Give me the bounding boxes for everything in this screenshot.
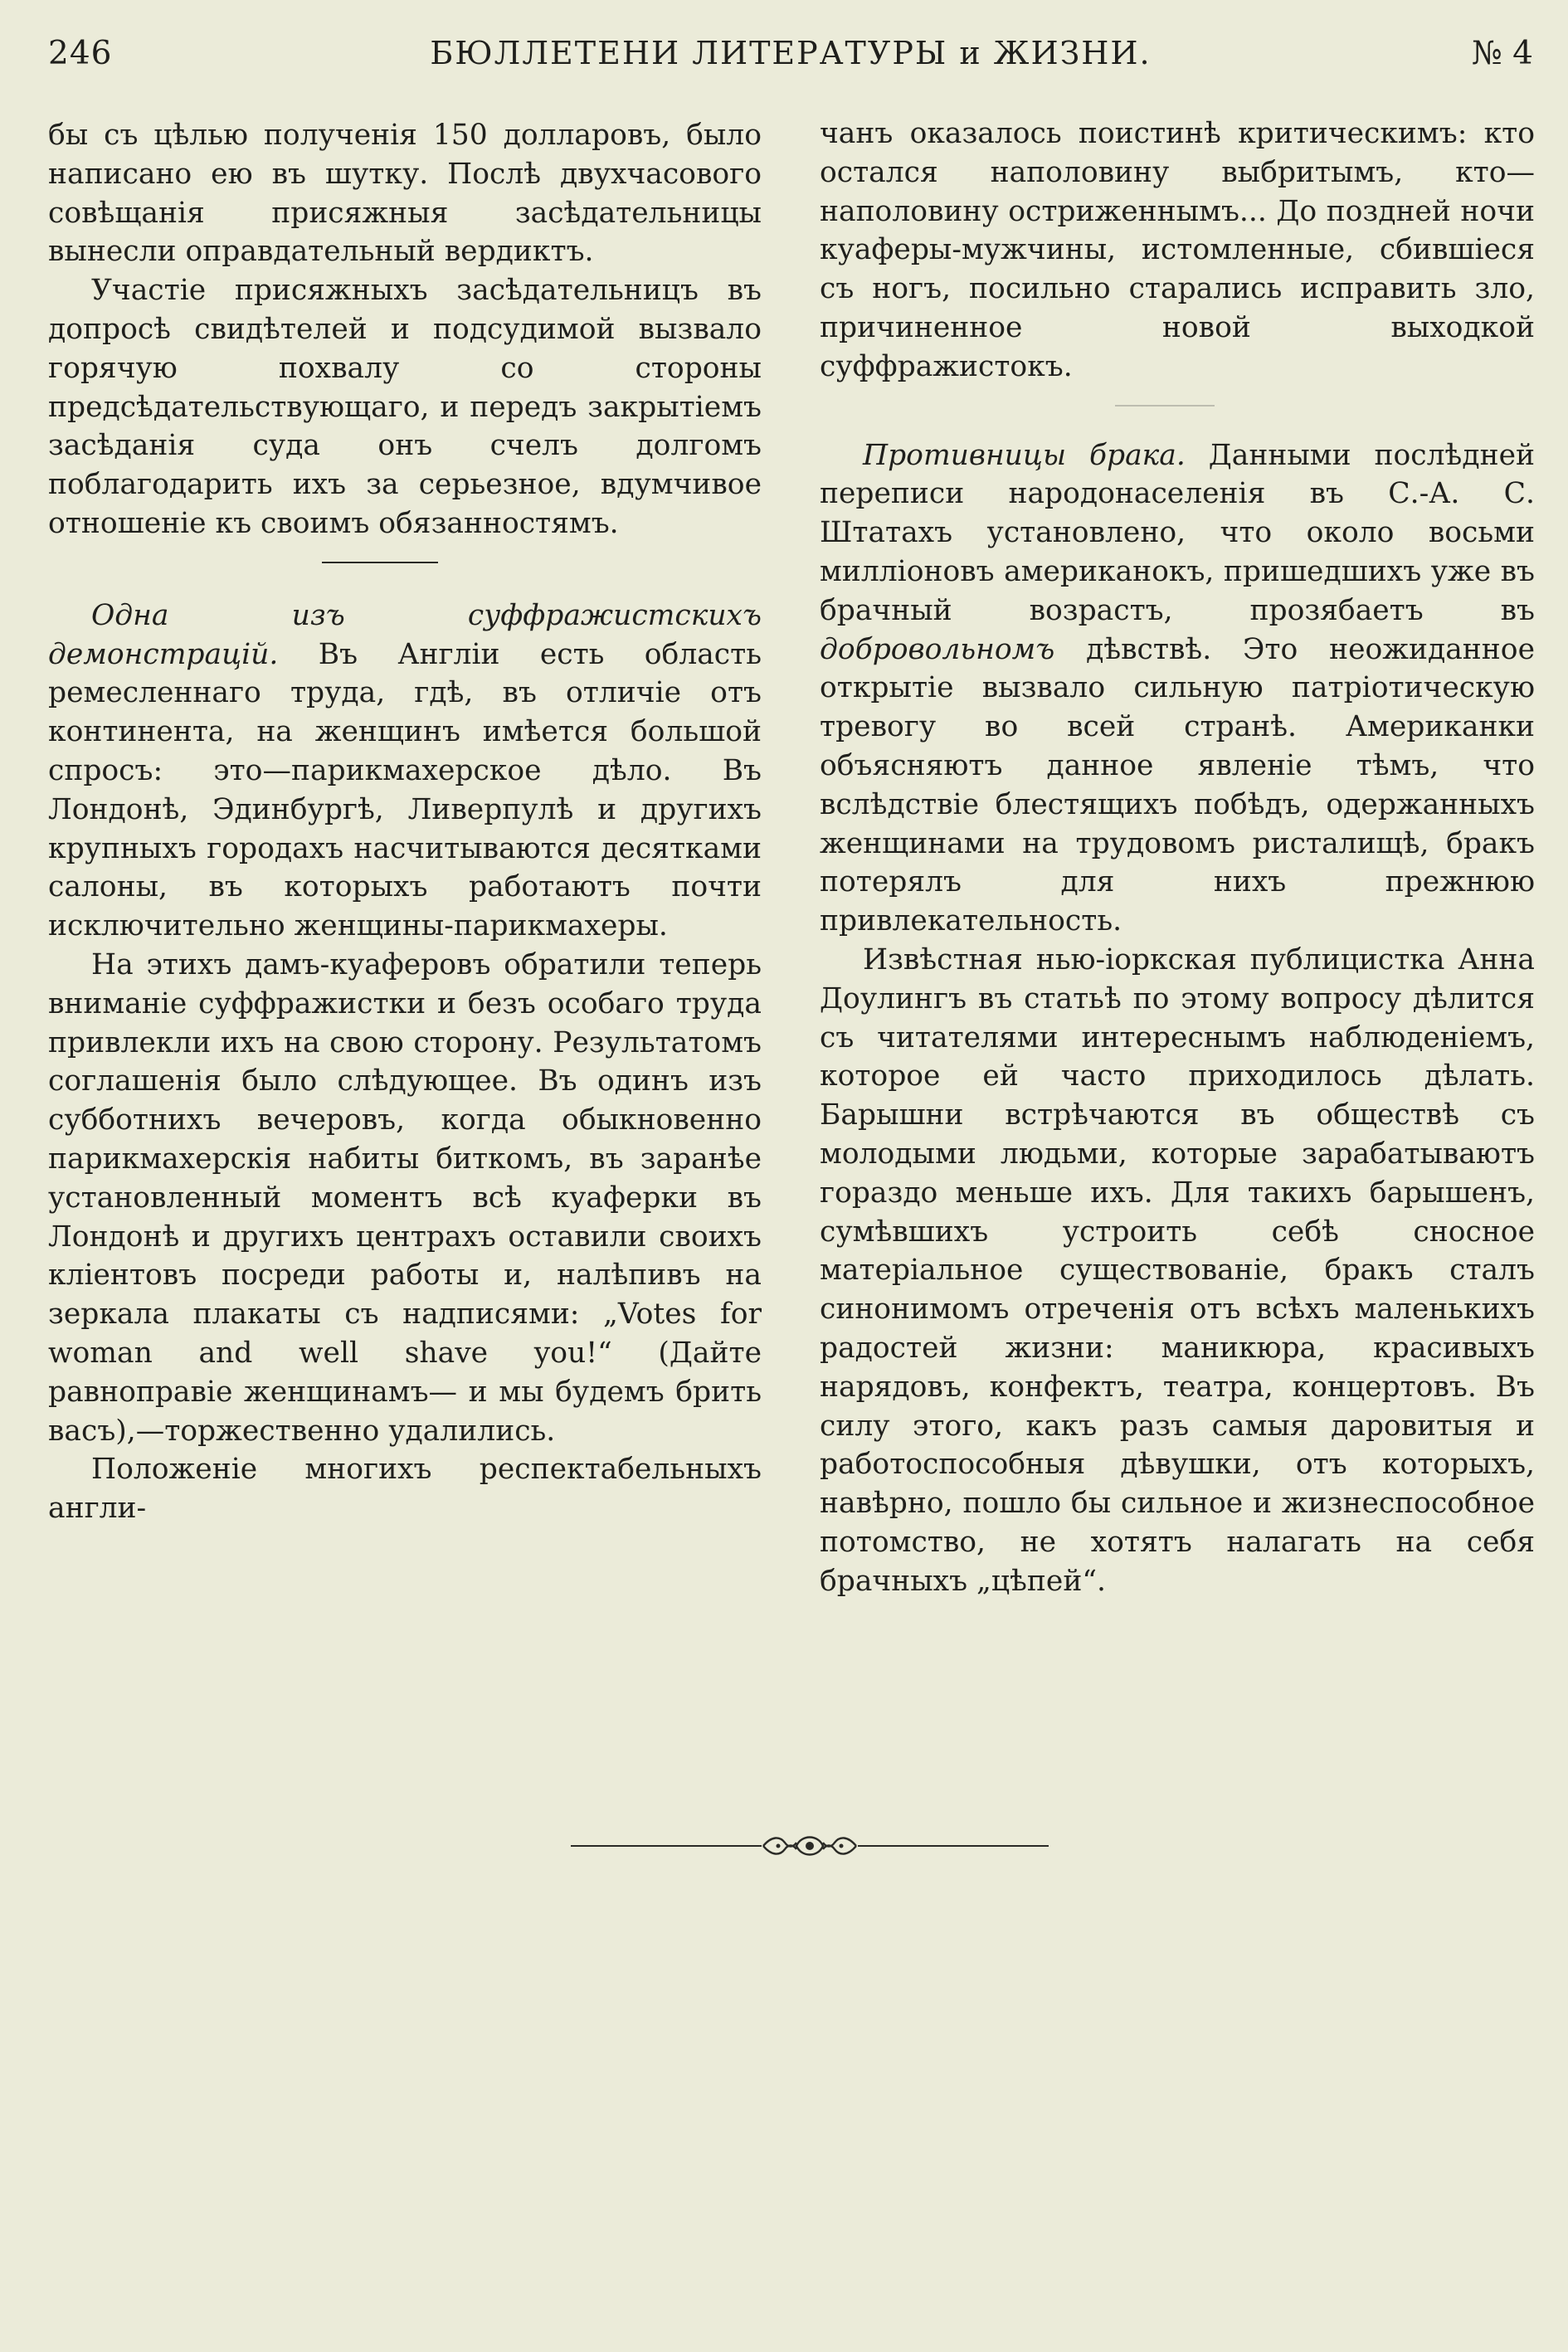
paragraph	[48, 597, 762, 946]
paragraph: бы съ цѣлью полученія 150 долларовъ, было написано ею въ шутку. Послѣ двухчасового совѣщанія присяжныя засѣдательницы вынесли оправдательный вердиктъ.	[48, 119, 762, 269]
page-number: 246	[48, 35, 113, 72]
section-divider	[322, 562, 438, 563]
paragraph-text: Въ Англіи есть область ремесленнаго труда, гдѣ, въ отличіе отъ континента, на женщинъ имѣется большой спросъ: это—парикмахерское дѣло. Въ Лондонѣ, Эдинбургѣ, Ливерпулѣ и другихъ крупныхъ городахъ насчитываются десятками салоны, въ которыхъ работаютъ почти исключительно женщины-парикмахеры.	[48, 637, 762, 943]
floral-ornament-icon	[571, 1829, 1049, 1863]
section-title: Одна изъ суффражистскихъ демонстрацій.	[48, 598, 762, 671]
section-title: Противницы брака.	[863, 438, 1186, 472]
left-column	[48, 116, 762, 1528]
paragraph: чанъ оказалось поистинѣ критическимъ: кто остался наполовину выбритымъ, кто—наполовину остриженнымъ... До поздней ночи куаферы-мужчины, истомленные, сбившіеся съ ногъ, посильно старались исправить зло, причиненное новой выходкой суффражистокъ.	[820, 117, 1535, 383]
running-title: БЮЛЛЕТЕНИ ЛИТЕРАТУРЫ и ЖИЗНИ.	[430, 35, 1152, 71]
emphasis: добровольномъ	[820, 632, 1055, 666]
paragraph: Положеніе многихъ респектабельныхъ англи-	[48, 1453, 762, 1526]
paragraph: Извѣстная нью-іоркская публицистка Анна Доулингъ въ статьѣ по этому вопросу дѣлится съ читателями интереснымъ наблюденіемъ, которое ей часто приходилось дѣлать. Барышни встрѣчаются въ обществѣ съ молодыми людьми, которые зарабатываютъ гораздо меньше ихъ. Для такихъ барышенъ, сумѣвшихъ устроить себѣ сносное матеріальное существованіе, бракъ сталъ синонимомъ отреченія отъ всѣхъ маленькихъ радостей жизни: маникюра, красивыхъ нарядовъ, конфектъ, театра, концертовъ. Въ силу этого, какъ разъ самыя даровитыя и работоспособныя дѣвушки, отъ которыхъ, навѣрно, пошло бы сильное и жизнеспособное потомство, не хотятъ налагать на себя брачныхъ „цѣпей“.	[820, 942, 1535, 1598]
page-header	[48, 35, 1533, 85]
right-column	[820, 114, 1535, 1600]
section-divider	[1115, 405, 1215, 407]
paragraph-text: Данными послѣдней переписи народонаселенія въ С.-А. С. Штатахъ установлено, что около восьми милліоновъ американокъ, пришедшихъ уже въ брачный возрастъ, прозябаетъ въ	[820, 438, 1535, 627]
issue-number: № 4	[1471, 35, 1533, 72]
paragraph: Участіе присяжныхъ засѣдательницъ въ допросѣ свидѣтелей и подсудимой вызвало горячую похвалу со стороны предсѣдательствующаго, и передъ закрытіемъ засѣданія суда онъ счелъ долгомъ поблагодарить ихъ за серьезное, вдумчивое отношеніе къ своимъ обязанностямъ.	[48, 274, 762, 540]
paragraph	[820, 436, 1535, 941]
paragraph: На этихъ дамъ-куаферовъ обратили теперь вниманіе суффражистки и безъ особаго труда привлекли ихъ на свою сторону. Результатомъ соглашенія было слѣдующее. Въ одинъ изъ субботнихъ вечеровъ, когда обыкновенно парикмахерскія набиты биткомъ, въ заранѣе установленный моментъ всѣ куаферки въ Лондонѣ и другихъ центрахъ оставили своихъ кліентовъ посреди работы и, налѣпивъ на зеркала плакаты съ надписями: „Votes for woman and well shave you!“ (Дайте равноправіе женщинамъ— и мы будемъ брить васъ),—торжественно удалились.	[48, 947, 762, 1448]
paragraph-text: дѣвствѣ. Это неожиданное открытіе вызвало сильную патріотическую тревогу во всей странѣ. Американки объясняютъ данное явленіе тѣмъ, что вслѣдствіе блестящихъ побѣдъ, одержанныхъ женщинами на трудовомъ ристалищѣ, бракъ потерялъ для нихъ прежнюю привлекательность.	[820, 632, 1535, 938]
